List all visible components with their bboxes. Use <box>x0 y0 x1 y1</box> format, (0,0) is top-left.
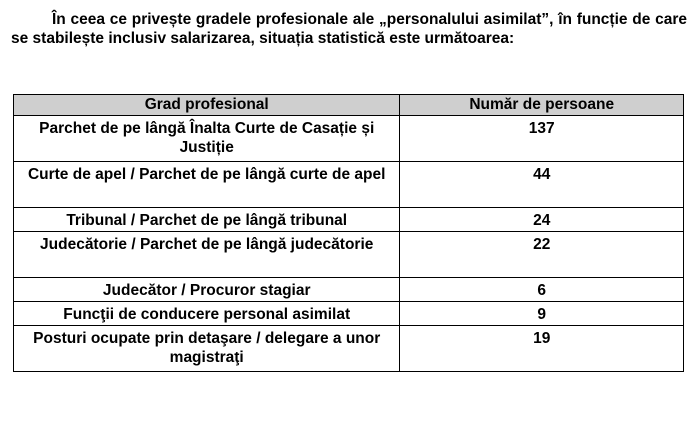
table-row <box>14 232 684 278</box>
grade-cell: Curte de apel / Parchet de pe lângă curte de apel <box>14 162 400 208</box>
column-header-count: Număr de persoane <box>400 95 684 116</box>
grade-cell: Posturi ocupate prin detaşare / delegare a unor magistraţi <box>14 326 400 372</box>
grade-cell: Tribunal / Parchet de pe lângă tribunal <box>14 208 400 232</box>
table-row <box>14 116 684 162</box>
count-cell: 9 <box>400 302 684 326</box>
count-cell: 22 <box>400 232 684 278</box>
table-row <box>14 326 684 372</box>
count-cell: 24 <box>400 208 684 232</box>
count-cell: 6 <box>400 278 684 302</box>
intro-paragraph: În ceea ce privește gradele profesionale ale „personalului asimilat”, în funcție de care se stabilește inclusiv salarizarea, situația statistică este următoarea: <box>11 11 687 47</box>
column-header-grade: Grad profesional <box>14 95 400 116</box>
grade-cell: Funcţii de conducere personal asimilat <box>14 302 400 326</box>
table-row <box>14 162 684 208</box>
table-row <box>14 208 684 232</box>
count-cell: 19 <box>400 326 684 372</box>
count-cell: 44 <box>400 162 684 208</box>
table-row <box>14 278 684 302</box>
grade-cell: Judecătorie / Parchet de pe lângă judecătorie <box>14 232 400 278</box>
table-header-row <box>14 95 684 116</box>
count-cell: 137 <box>400 116 684 162</box>
grade-cell: Judecător / Procuror stagiar <box>14 278 400 302</box>
personnel-statistics-table <box>13 94 684 372</box>
table-row <box>14 302 684 326</box>
grade-cell: Parchet de pe lângă Înalta Curte de Casație și Justiție <box>14 116 400 162</box>
